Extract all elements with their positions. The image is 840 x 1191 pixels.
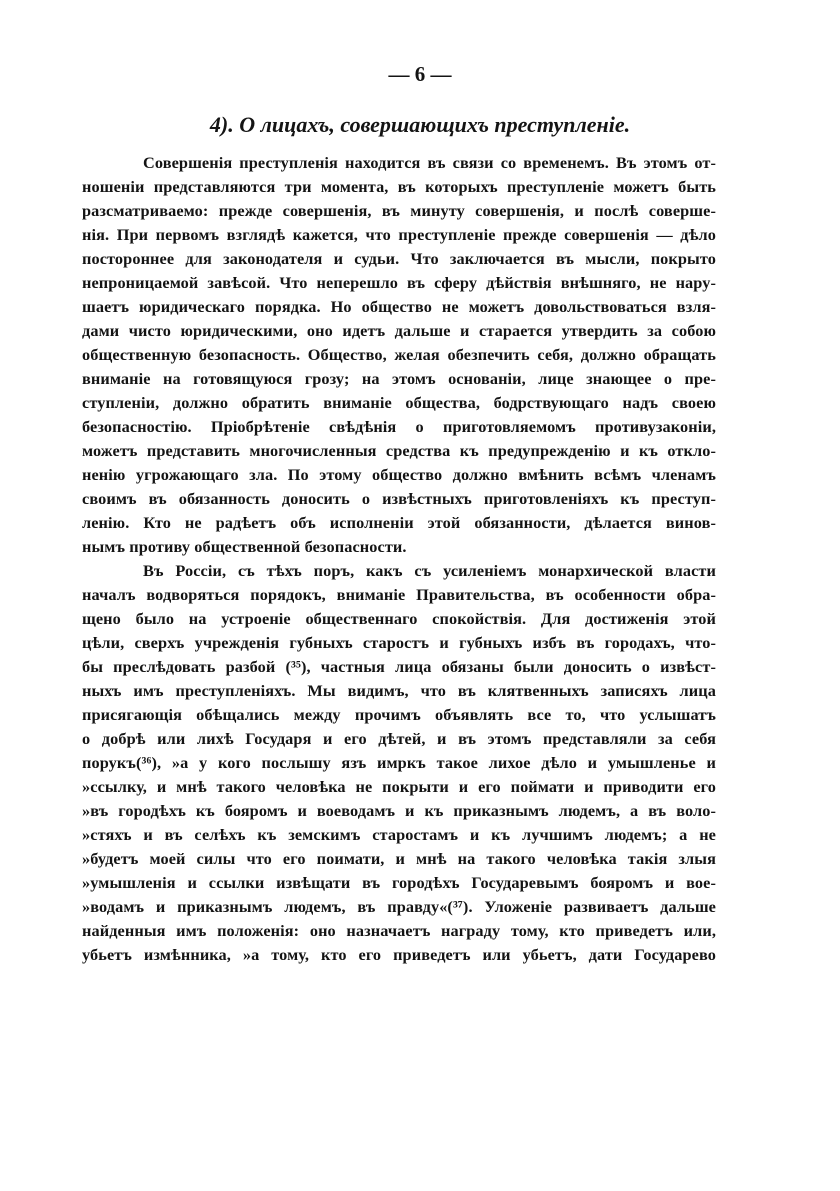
text-line: бы преслѣдовать разбой (³⁵), частныя лица обязаны были доносить о извѣст- bbox=[82, 657, 716, 676]
section-title: 4). О лицахъ, совершающихъ преступленіе. bbox=[209, 112, 631, 137]
text-line: общественную безопасность. Общество, желая обезпечить себя, должно обращать bbox=[82, 345, 716, 364]
text-line: своимъ въ обязанность доносить о извѣстныхъ приготовленіяхъ къ преступ- bbox=[82, 489, 716, 508]
text-line: дами чисто юридическими, оно идетъ дальше и старается утвердить за собою bbox=[82, 321, 716, 340]
text-line: нія. При первомъ взглядѣ кажется, что преступленіе прежде совершенія — дѣло bbox=[82, 225, 716, 244]
text-line: ленію. Кто не радѣетъ объ исполненіи этой обязанности, дѣлается винов- bbox=[82, 513, 716, 532]
text-line: ступленіи, должно обратить вниманіе общества, бодрствующаго надъ своею bbox=[82, 393, 716, 412]
text-line: »стяхъ и въ селѣхъ къ земскимъ старостамъ и къ лучшимъ людемъ; а не bbox=[82, 825, 716, 844]
text-line: Въ Россіи, съ тѣхъ поръ, какъ съ усиленіемъ монархической власти bbox=[143, 561, 716, 580]
text-line: »умышленія и ссылки извѣщати въ городѣхъ Государевымъ бояромъ и вое- bbox=[82, 873, 716, 892]
text-line: нымъ противу общественной безопасности. bbox=[82, 537, 407, 556]
page-number: — 6 — bbox=[388, 62, 452, 86]
text-line: присягающія обѣщались между прочимъ объявлять все то, что услышатъ bbox=[82, 705, 716, 724]
text-line: ненію угрожающаго зла. По этому общество должно вмѣнить всѣмъ членамъ bbox=[82, 465, 716, 484]
text-line: »ссылку, и мнѣ такого человѣка не покрыти и его поймати и приводити его bbox=[82, 777, 716, 796]
text-line: убьетъ измѣнника, »а тому, кто его приведетъ или убьетъ, дати Государево bbox=[82, 945, 716, 964]
text-line: шаетъ юридическаго порядка. Но общество не можетъ довольствоваться взля- bbox=[82, 297, 716, 316]
text-line: постороннее для законодателя и судьи. Что заключается въ мысли, покрыто bbox=[82, 249, 716, 268]
text-line: безопасностію. Пріобрѣтеніе свѣдѣнія о приготовляемомъ противузаконіи, bbox=[82, 417, 716, 436]
text-line: щено было на устроеніе общественнаго спокойствія. Для достиженія этой bbox=[82, 609, 716, 628]
text-line: вниманіе на готовящуюся грозу; на этомъ основаніи, лице знающее о пре- bbox=[82, 369, 716, 388]
text-line: »будетъ моей силы что его поимати, и мнѣ на такого человѣка такія злыя bbox=[82, 849, 716, 868]
text-line: можетъ представить многочисленныя средства къ предупрежденію и къ откло- bbox=[82, 441, 716, 460]
text-line: порукъ(³⁶), »а у кого послышу язъ имркъ такое лихое дѣло и умышленье и bbox=[82, 753, 716, 772]
text-line: ношеніи представляются три момента, въ которыхъ преступленіе можетъ быть bbox=[82, 177, 716, 196]
text-line: Совершенія преступленія находится въ связи со временемъ. Въ этомъ от- bbox=[143, 153, 716, 172]
text-line: началъ водворяться порядокъ, вниманіе Правительства, въ особенности обра- bbox=[82, 585, 716, 604]
text-line: разсматриваемо: прежде совершенія, въ минуту совершенія, и послѣ соверше- bbox=[82, 201, 716, 220]
text-line: »въ городѣхъ къ бояромъ и воеводамъ и къ приказнымъ людемъ, а въ воло- bbox=[82, 801, 716, 820]
text-line: »водамъ и приказнымъ людемъ, въ правду«(³⁷). Уложеніе развиваетъ дальше bbox=[82, 897, 716, 916]
text-line: ныхъ имъ преступленіяхъ. Мы видимъ, что въ клятвенныхъ записяхъ лица bbox=[82, 681, 716, 700]
text-line: непроницаемой завѣсой. Что неперешло въ сферу дѣйствія внѣшняго, не нару- bbox=[82, 273, 716, 292]
text-line: о добрѣ или лихѣ Государя и его дѣтей, и въ этомъ представляли за себя bbox=[82, 729, 716, 748]
text-line: найденныя имъ положенія: оно назначаетъ награду тому, кто приведетъ или, bbox=[82, 921, 716, 940]
text-line: цѣли, сверхъ учрежденія губныхъ старостъ и губныхъ избъ въ городахъ, что- bbox=[82, 633, 716, 652]
